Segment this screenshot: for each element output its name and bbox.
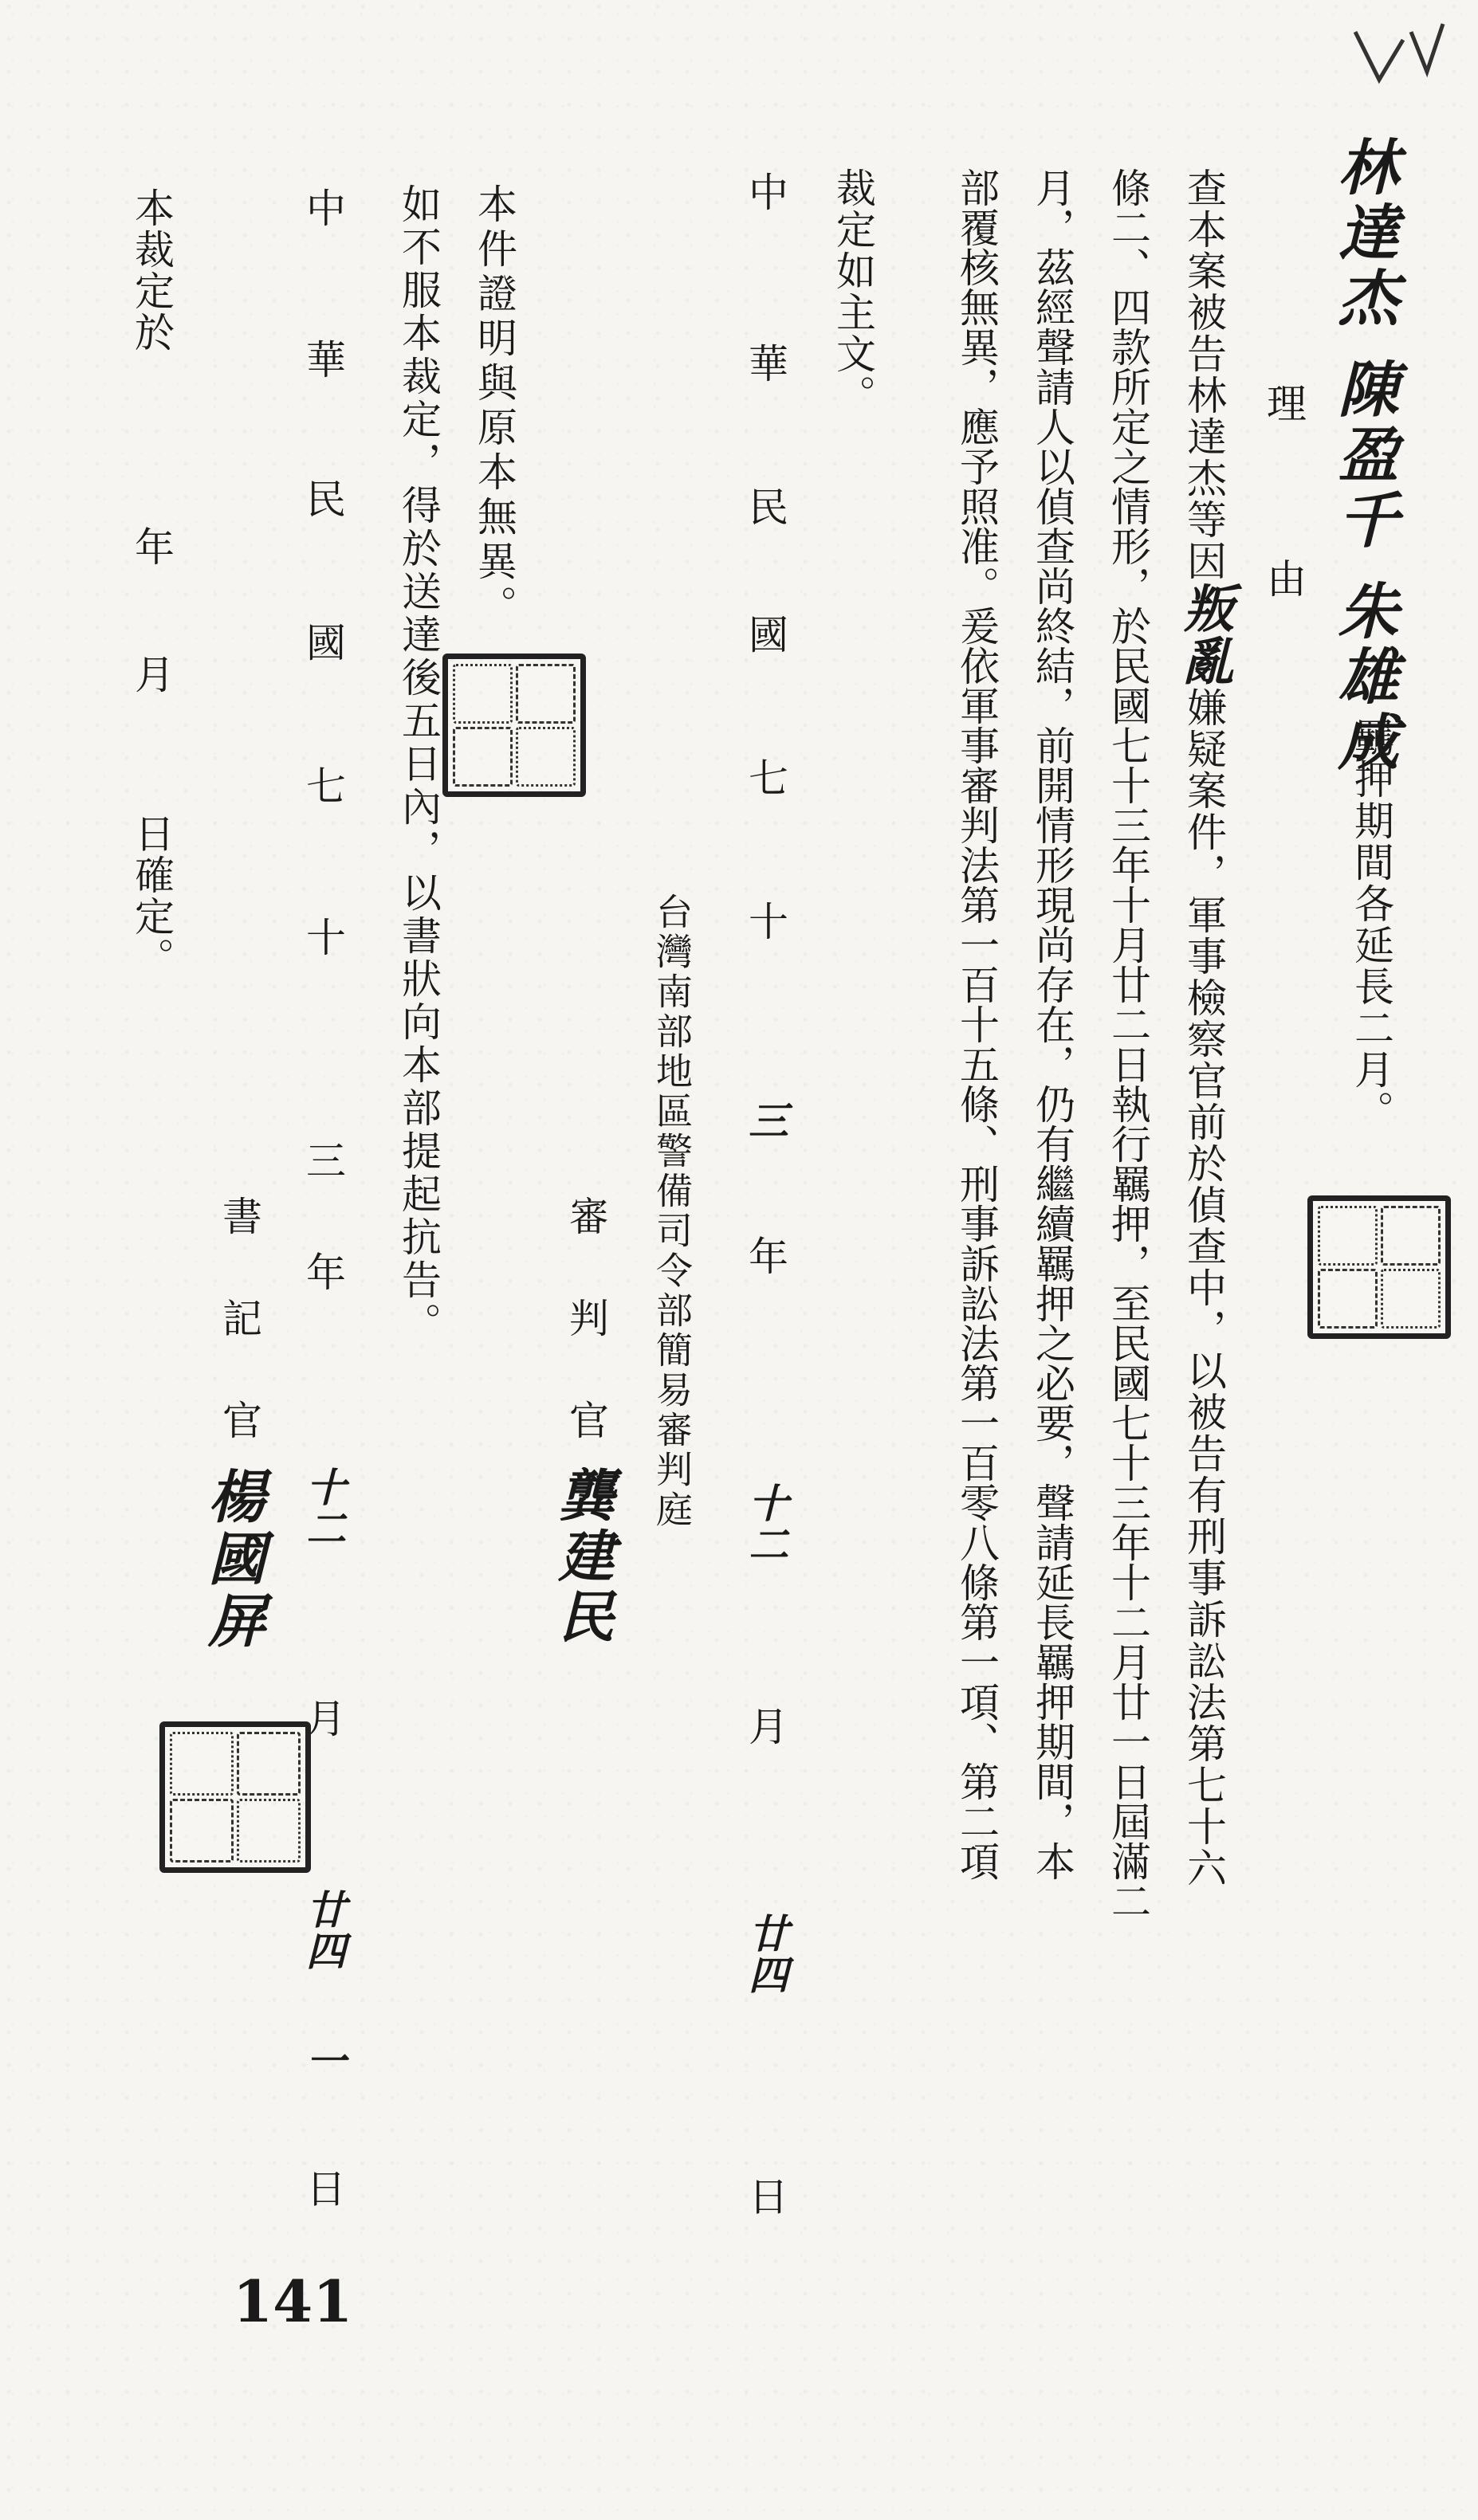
date-char: 十	[742, 901, 788, 942]
reasons-line-3: 月，茲經聲請人以偵查尚終結，前開情形現尚存在，仍有繼續羈押之必要，聲請延長羈押期間，本	[1029, 167, 1075, 1881]
date-char: 三	[742, 1100, 788, 1141]
date-char: 國	[742, 614, 788, 655]
date-char: 年	[300, 1251, 346, 1293]
reasons-line-5: 裁定如主文。	[830, 167, 876, 416]
page-number: 141	[233, 2267, 353, 2335]
certification-line: 本件證明與原本無異。	[471, 183, 517, 630]
judge-title: 審 判 官	[563, 1195, 609, 1450]
date-char: 月	[742, 1706, 788, 1747]
finalized-year: 年	[128, 526, 175, 567]
certification-seal	[442, 654, 586, 797]
appeal-line: 如不服本裁定，得於送達後五日內，以書狀向本部提起抗告。	[395, 183, 442, 1345]
handwritten-charge: 叛亂	[1174, 582, 1233, 687]
reasons-heading-you: 由	[1260, 558, 1307, 599]
date-char: 十	[300, 917, 346, 958]
finalized-day: 日確定。	[128, 813, 175, 979]
defendants-handwritten: 林達杰 陳盈千 朱雄成	[1328, 135, 1399, 775]
date-char: 華	[300, 339, 346, 380]
judge-signature: 龔建民	[549, 1466, 615, 1648]
date-char: 日	[300, 2168, 346, 2209]
date-char: 華	[742, 343, 788, 384]
date-char: 七	[742, 757, 788, 799]
court-name: 台灣南部地區警備司令部簡易審判庭	[651, 893, 694, 1530]
date-char: 民	[300, 478, 346, 520]
date-char: 年	[742, 1235, 788, 1277]
reasons-heading-li: 理	[1260, 383, 1307, 424]
clerk-signature: 楊國屏	[199, 1466, 265, 1653]
date-char: 三	[300, 1140, 346, 1181]
date-char: 一	[300, 2040, 346, 2082]
date-char: 七	[300, 765, 346, 807]
finalized-prefix: 本裁定於	[128, 187, 175, 353]
date-char: 月	[300, 1698, 346, 1739]
reasons-line-4: 部覆核無異，應予照准。爰依軍事審判法第一百十五條、刑事訴訟法第一百零八條第一項、第二項	[953, 167, 1000, 1881]
date-char: 民	[742, 486, 788, 528]
clerk-seal	[159, 1721, 311, 1873]
date-char: 中	[742, 171, 788, 213]
finalized-month: 月	[128, 654, 175, 695]
corner-check-mark	[1347, 16, 1451, 96]
reasons-line-2: 條二、四款所定之情形，於民國七十三年十月廿二日執行羈押，至民國七十三年十二月廿一日屆滿二	[1105, 167, 1151, 1921]
official-seal	[1307, 1195, 1451, 1339]
date-char: 國	[300, 622, 346, 663]
reasons-line-1: 查本案被告林達杰等因叛亂嫌疑案件，軍事檢察官前於偵查中，以被告有刑事訴訟法第七十六	[1174, 167, 1233, 1889]
clerk-title: 書 記 官	[216, 1195, 262, 1450]
date-char: 十二	[300, 1466, 346, 1549]
date-char: 日	[742, 2176, 788, 2217]
date-char: 十二	[742, 1482, 788, 1565]
date-char: 廿四	[300, 1889, 346, 1972]
ruling-text: 羈押期間各延長二月。	[1348, 717, 1394, 1132]
date-char: 廿四	[742, 1913, 788, 1996]
date-char: 中	[300, 187, 346, 229]
